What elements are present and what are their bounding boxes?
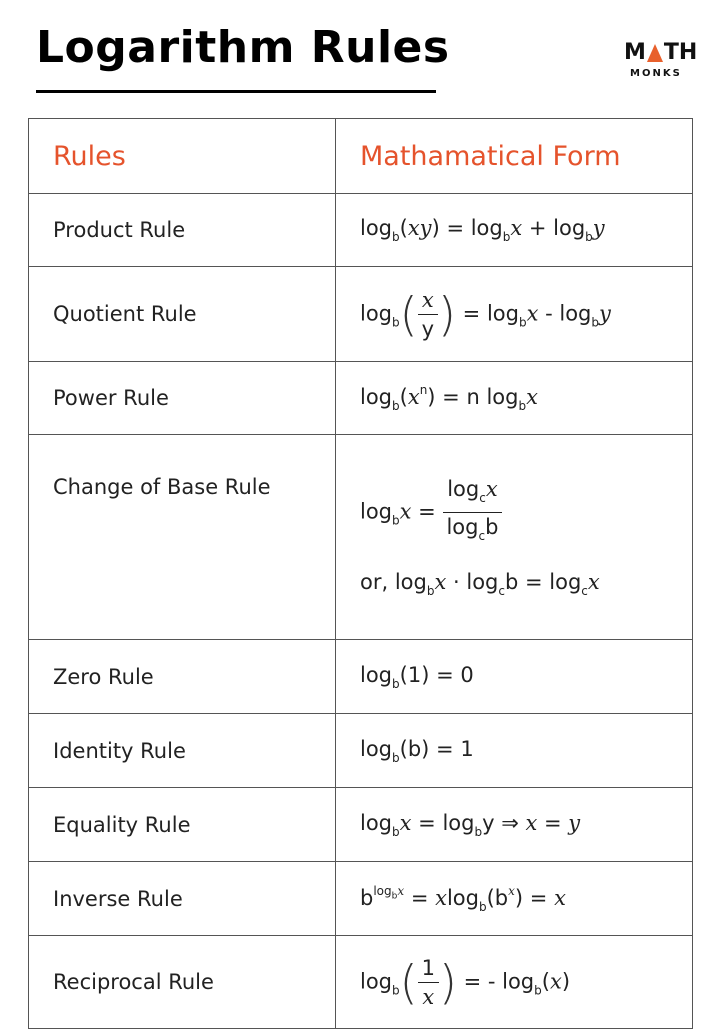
- logo-letters-th: TH: [663, 40, 698, 65]
- rule-name: Change of Base Rule: [29, 435, 336, 640]
- table-row: [29, 788, 693, 862]
- logo-triangle-icon: [647, 44, 663, 62]
- table-row: [29, 862, 693, 936]
- table-row: [29, 435, 693, 640]
- page-title: Logarithm Rules: [36, 22, 450, 73]
- header-rules: Rules: [29, 119, 336, 194]
- rule-name: Quotient Rule: [29, 267, 336, 362]
- rules-table: [28, 118, 693, 1029]
- formula-identity: $\log_b(b) = 1$: [336, 714, 693, 788]
- rule-name: Equality Rule: [29, 788, 336, 862]
- formula-inverse: $b^{log_bx} = xlog_b(b^x) = x$: [336, 862, 693, 936]
- header-form: Mathamatical Form: [336, 119, 693, 194]
- table-row: [29, 714, 693, 788]
- formula-equality: $\log_bx = \log_by$ ⇒ x = y: [336, 788, 693, 862]
- formula-product: $\log_b(xy) = \log_bx + \log_by$: [336, 194, 693, 267]
- formula-zero: $\log_b(1) = 0$: [336, 640, 693, 714]
- table-header-row: [29, 119, 693, 194]
- rule-name: Product Rule: [29, 194, 336, 267]
- logo-letter-m: M: [624, 40, 646, 65]
- formula-quotient: $\log_b$( $\frac{x}{y}$ ) = $\log_bx - \log_by$: [336, 267, 693, 362]
- formula-reciprocal: $\log_b$( $\frac{1}{x}$ ) = - $\log_b(x)$: [336, 936, 693, 1029]
- table-row: [29, 267, 693, 362]
- rule-name: Zero Rule: [29, 640, 336, 714]
- table-row: [29, 194, 693, 267]
- rule-name: Identity Rule: [29, 714, 336, 788]
- formula-change-of-base: $\log_bx$ = $\frac{\log_cx}{\log_cb}$ or, $\log_bx \cdot \log_cb = \log_cx$: [336, 435, 693, 640]
- table-row: [29, 362, 693, 435]
- table-row: [29, 936, 693, 1029]
- rule-name: Inverse Rule: [29, 862, 336, 936]
- brand-logo: [624, 42, 696, 90]
- logo-subtitle: MONKS: [630, 68, 682, 79]
- rule-name: Reciprocal Rule: [29, 936, 336, 1029]
- title-underline: [36, 90, 436, 93]
- rule-name: Power Rule: [29, 362, 336, 435]
- formula-power: $\log_b(x^n) = n$ $\log_bx$: [336, 362, 693, 435]
- table-row: [29, 640, 693, 714]
